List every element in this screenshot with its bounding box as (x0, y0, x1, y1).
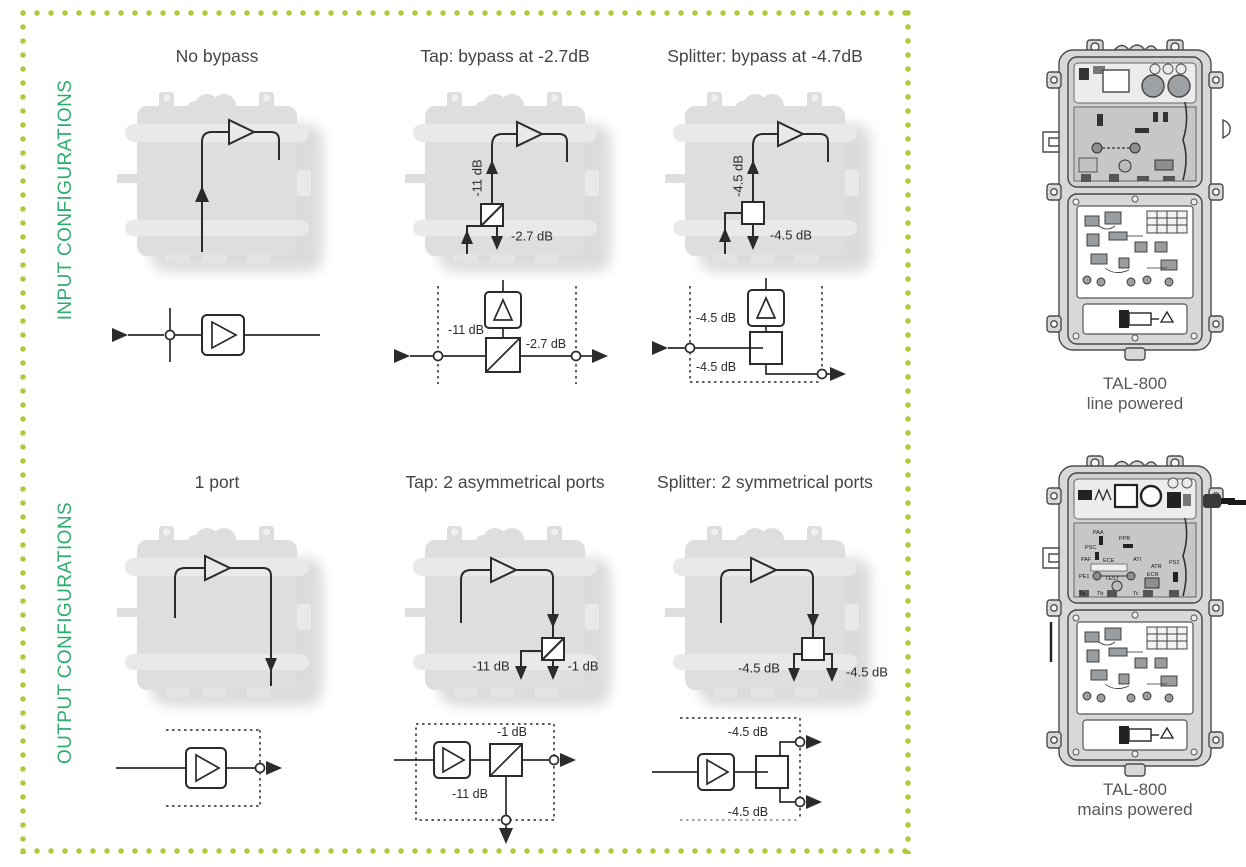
top-loss-label: -4.5 dB (727, 725, 769, 739)
board-label: PS2 (1169, 560, 1180, 566)
housing-graphic (655, 84, 875, 279)
schematic-graphic (390, 270, 620, 420)
housing-body (665, 92, 859, 263)
bypass-loss-label: -2.7 dB (525, 337, 567, 351)
schematic-tap-output (390, 704, 620, 854)
cell-title: Splitter: bypass at -4.7dB (667, 46, 863, 66)
dotted-border-left (20, 10, 26, 854)
device-model: TAL-800 (1103, 374, 1167, 393)
schematic-1-port (102, 704, 332, 854)
input-arrowhead (112, 328, 128, 342)
cell-input-splitter (640, 46, 890, 446)
tal800-line-powered-illustration (1035, 36, 1235, 366)
through-arrowhead (560, 753, 576, 767)
housing-graphic (655, 518, 875, 713)
board-label: PAF (1081, 557, 1092, 563)
input-configurations-label: INPUT CONFIGURATIONS (55, 79, 76, 321)
left-port-loss-label: -4.5 dB (738, 660, 780, 676)
dotted-border-top (20, 10, 912, 16)
tal800-mains-powered (1035, 452, 1235, 842)
cell-output-splitter (640, 472, 890, 867)
board-label: ECR (1147, 572, 1159, 578)
housing-graphic (395, 518, 615, 713)
upper-compartment (1068, 473, 1202, 603)
schematic-splitter-output (650, 704, 880, 854)
board-label: TEST (1105, 576, 1120, 582)
cell-input-tap (380, 46, 630, 446)
lower-compartment (1068, 194, 1202, 344)
device-model: TAL-800 (1103, 780, 1167, 799)
mains-power-cord (1228, 500, 1246, 505)
amp-branch-loss-label: -4.5 dB (695, 311, 737, 325)
housing-graphic (107, 518, 327, 713)
through-port-loss-label: -1 dB (567, 658, 599, 674)
board-label: ECE (1103, 558, 1115, 564)
lower-compartment (1068, 610, 1202, 760)
tap-loss-label: -11 dB (452, 787, 488, 801)
housing-body (117, 526, 311, 697)
bypass-loss-label: -4.5 dB (695, 360, 737, 374)
bottom-loss-label: -4.5 dB (727, 805, 769, 819)
output-arrowhead (266, 761, 282, 775)
board-label: PE1 (1079, 574, 1090, 580)
device-caption (1005, 780, 1246, 820)
cell-output-tap (380, 472, 630, 867)
board-label: PAA (1093, 530, 1104, 536)
tal800-line-powered (1035, 36, 1235, 416)
through-loss-label: -1 dB (497, 725, 527, 739)
schematic-splitter-input (650, 270, 880, 420)
cell-title: Tap: 2 asymmetrical ports (405, 472, 605, 492)
cell-title: 1 port (194, 472, 240, 492)
housing-body (117, 92, 311, 263)
bypass-loss-label: -2.7 dB (511, 228, 553, 244)
board-label: PSC (1085, 545, 1097, 551)
board-label: Tc (1133, 591, 1139, 597)
tap-port-loss-label: -11 dB (472, 658, 510, 674)
input-arrowhead (652, 341, 668, 355)
output-configurations-label: OUTPUT CONFIGURATIONS (55, 501, 76, 765)
upper-compartment (1068, 57, 1202, 187)
cell-output-1-port (92, 472, 342, 867)
tap-loss-label: -11 dB (448, 323, 484, 337)
tap-loss-label: -11 dB (469, 159, 485, 197)
housing-tap-output (395, 518, 615, 713)
right-port-loss-label: -4.5 dB (846, 664, 888, 680)
schematic-graphic (650, 270, 880, 420)
bypass-loss-label: -4.5 dB (770, 227, 812, 243)
output-arrowhead (592, 349, 608, 363)
cell-title: No bypass (175, 46, 259, 66)
output-arrowhead (830, 367, 846, 381)
bottom-output-arrowhead (806, 795, 822, 809)
cell-title: Splitter: 2 symmetrical ports (657, 472, 873, 492)
board-label: ATR (1151, 564, 1162, 570)
device-variant: mains powered (1077, 800, 1193, 819)
dotted-border-right (905, 10, 911, 854)
housing-splitter-input (655, 84, 875, 279)
housing-tap-input (395, 84, 615, 279)
board-label: ATI (1133, 557, 1142, 563)
schematic-no-bypass (102, 270, 332, 420)
amp-branch-loss-label: -4.5 dB (730, 155, 746, 197)
board-label: Ta (1079, 591, 1085, 597)
housing-graphic (395, 84, 615, 279)
schematic-graphic (102, 270, 332, 420)
input-arrowhead (394, 349, 410, 363)
cell-title: Tap: bypass at -2.7dB (420, 46, 590, 66)
housing-graphic (107, 84, 327, 279)
tal800-mains-powered-illustration (1035, 452, 1235, 782)
schematic-tap-input (390, 270, 620, 420)
top-output-arrowhead (806, 735, 822, 749)
board-label: PPB (1119, 536, 1131, 542)
board-label: Tb (1097, 591, 1104, 597)
cell-input-no-bypass (92, 46, 342, 446)
device-caption (1005, 374, 1246, 414)
housing-splitter-output (655, 518, 888, 713)
housing-1-port (107, 518, 327, 713)
tap-arrowhead (499, 828, 513, 844)
schematic-graphic (102, 704, 332, 854)
housing-no-bypass (107, 84, 327, 279)
device-variant: line powered (1086, 394, 1184, 413)
